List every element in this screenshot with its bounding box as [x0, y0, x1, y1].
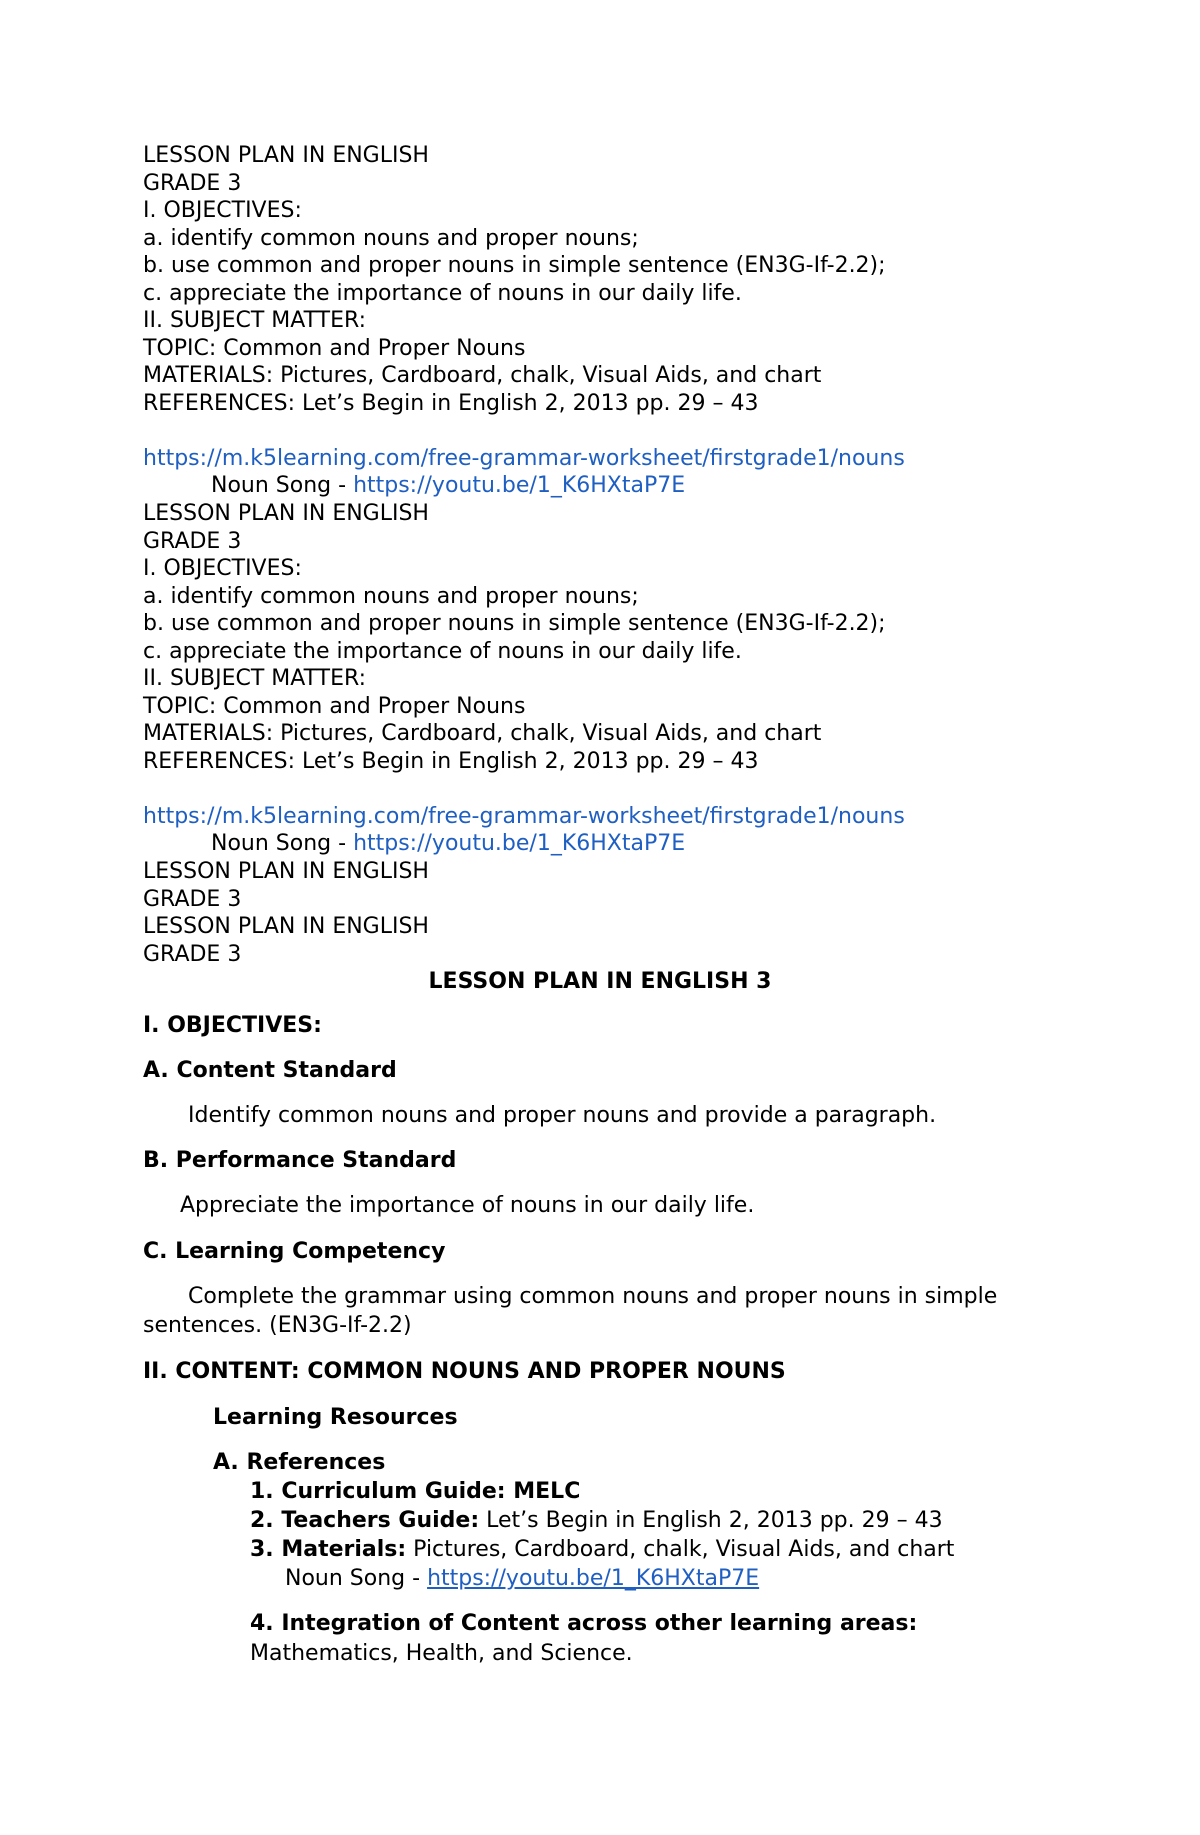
reference-item-2	[250, 1507, 943, 1535]
learning-competency-line2: sentences. (EN3G-If-2.2)	[143, 1313, 412, 1338]
objective-c: c. appreciate the importance of nouns in our daily life.	[143, 280, 742, 306]
blank-line	[143, 775, 1083, 803]
reference-item-3	[250, 1536, 954, 1564]
subject-matter-heading: II. SUBJECT MATTER:	[143, 308, 367, 333]
subject-matter-heading: II. SUBJECT MATTER:	[143, 666, 367, 691]
content-standard-heading: A. Content Standard	[143, 1058, 397, 1083]
objective-a: a. identify common nouns and proper nouns;	[143, 583, 639, 609]
learning-competency-line1: Complete the grammar using common nouns and proper nouns in simple	[188, 1284, 998, 1309]
k5learning-link[interactable]: https://m.k5learning.com/free-grammar-worksheet/firstgrade1/nouns	[143, 803, 905, 829]
learning-resources-heading: Learning Resources	[213, 1405, 458, 1430]
objective-b: b. use common and proper nouns in simple sentence (EN3G-If-2.2);	[143, 253, 886, 278]
reference-item-2-label: 2. Teachers Guide:	[250, 1508, 480, 1533]
objectives-heading: I. OBJECTIVES:	[143, 198, 302, 223]
noun-song-label: Noun Song -	[211, 831, 354, 856]
noun-song-line	[143, 472, 1083, 500]
reference-item-1: 1. Curriculum Guide: MELC	[250, 1479, 581, 1504]
lesson-block-1	[143, 142, 1083, 500]
doc-title: LESSON PLAN IN ENGLISH	[143, 143, 429, 168]
main-objectives-heading: I. OBJECTIVES:	[143, 1013, 322, 1038]
grade-label: GRADE 3	[143, 886, 242, 912]
reference-item-4-heading: 4. Integration of Content across other learning areas:	[250, 1611, 918, 1636]
noun-song-line	[143, 830, 1083, 858]
materials-line: MATERIALS: Pictures, Cardboard, chalk, Visual Aids, and chart	[143, 363, 822, 388]
objective-b: b. use common and proper nouns in simple sentence (EN3G-If-2.2);	[143, 611, 886, 636]
blank-line	[143, 417, 1083, 445]
youtube-link[interactable]: https://youtu.be/1_K6HXtaP7E	[427, 1566, 760, 1591]
topic-line: TOPIC: Common and Proper Nouns	[143, 335, 526, 361]
k5learning-link[interactable]: https://m.k5learning.com/free-grammar-worksheet/firstgrade1/nouns	[143, 445, 905, 471]
reference-item-2-text: Let’s Begin in English 2, 2013 pp. 29 – 43	[479, 1508, 943, 1533]
content-standard-text: Identify common nouns and proper nouns and provide a paragraph.	[188, 1103, 937, 1128]
content-heading: II. CONTENT: COMMON NOUNS AND PROPER NOUNS	[143, 1359, 786, 1384]
objective-c: c. appreciate the importance of nouns in our daily life.	[143, 638, 742, 664]
youtube-link[interactable]: https://youtu.be/1_K6HXtaP7E	[353, 831, 686, 856]
noun-song-label: Noun Song -	[285, 1566, 428, 1591]
materials-line: MATERIALS: Pictures, Cardboard, chalk, Visual Aids, and chart	[143, 721, 822, 746]
topic-line: TOPIC: Common and Proper Nouns	[143, 693, 526, 719]
noun-song-reference	[285, 1565, 759, 1593]
references-line: REFERENCES: Let’s Begin in English 2, 2013 pp. 29 – 43	[143, 748, 759, 774]
learning-competency-heading: C. Learning Competency	[143, 1239, 446, 1264]
grade-label-2: GRADE 3	[143, 941, 242, 967]
grade-label: GRADE 3	[143, 528, 242, 554]
doc-title: LESSON PLAN IN ENGLISH	[143, 501, 429, 526]
performance-standard-text: Appreciate the importance of nouns in our daily life.	[180, 1193, 755, 1218]
reference-item-4-text: Mathematics, Health, and Science.	[250, 1641, 633, 1666]
references-heading: A. References	[213, 1450, 386, 1475]
objectives-heading: I. OBJECTIVES:	[143, 556, 302, 581]
reference-item-3-text: Pictures, Cardboard, chalk, Visual Aids, and chart	[406, 1537, 955, 1562]
noun-song-label: Noun Song -	[211, 473, 354, 498]
main-title: LESSON PLAN IN ENGLISH 3	[428, 969, 772, 994]
doc-title: LESSON PLAN IN ENGLISH	[143, 859, 429, 884]
objective-a: a. identify common nouns and proper nouns;	[143, 225, 639, 251]
reference-item-3-label: 3. Materials:	[250, 1537, 407, 1562]
youtube-link[interactable]: https://youtu.be/1_K6HXtaP7E	[353, 473, 686, 498]
header-repeat	[143, 858, 1083, 968]
lesson-block-2	[143, 500, 1083, 858]
grade-label: GRADE 3	[143, 170, 242, 196]
references-line: REFERENCES: Let’s Begin in English 2, 2013 pp. 29 – 43	[143, 390, 759, 416]
performance-standard-heading: B. Performance Standard	[143, 1148, 457, 1173]
doc-title-2: LESSON PLAN IN ENGLISH	[143, 914, 429, 939]
